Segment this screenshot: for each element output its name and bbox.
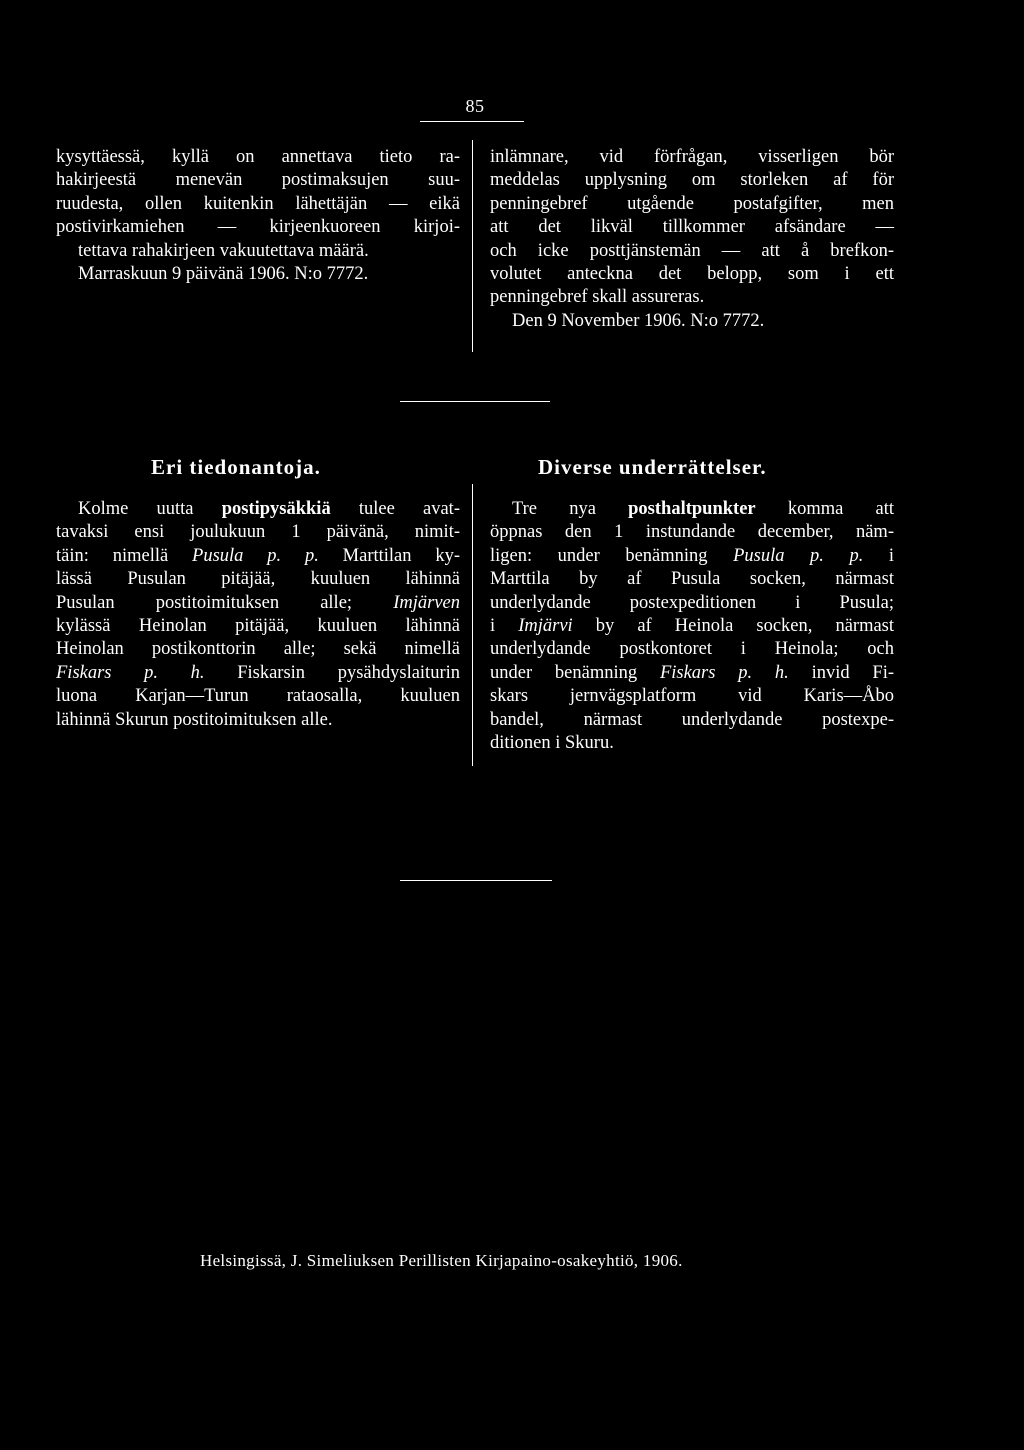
text-line: Tre nya posthaltpunkter komma att	[512, 499, 895, 519]
text-line: i Imjärvi by af Heinola socken, närmast	[490, 616, 895, 637]
italic-place-name: Imjärven	[393, 592, 460, 613]
italic-place-name: Fiskars p. h.	[659, 662, 789, 683]
page-number-rule	[420, 121, 524, 122]
text-line: Pusulan postitoimituksen alle; Imjärven	[56, 592, 460, 613]
end-of-page-rule	[400, 880, 552, 881]
text-line: tavaksi ensi joulukuun 1 päivänä, nimit-	[56, 522, 460, 543]
text-line: under benämning Fiskars p. h. invid Fi-	[490, 662, 895, 683]
notice-date: Den 9 November 1906. N:o 7772.	[512, 310, 765, 331]
text-line: lässä Pusulan pitäjää, kuuluen lähinnä	[56, 569, 460, 590]
text-line: underlydande postkontoret i Heinola; och	[490, 639, 894, 660]
text-line: och icke posttjänstemän — att å brefkon-	[490, 240, 894, 261]
section-heading-swedish: Diverse underrättelser.	[538, 455, 767, 479]
text-line: kysyttäessä, kyllä on annettava tieto ra-	[56, 147, 460, 167]
text-line: hakirjeestä menevän postimaksujen suu-	[56, 170, 460, 191]
italic-place-name: Pusula p. p.	[733, 545, 864, 566]
notice-date: Marraskuun 9 päivänä 1906. N:o 7772.	[78, 264, 369, 285]
text-line: postivirkamiehen — kirjeenkuoreen kirjoi-	[56, 217, 460, 238]
swedish-notice-continuation	[490, 146, 894, 333]
text-line: Heinolan postikonttorin alle; sekä nimellä	[56, 639, 460, 660]
text-line: tettava rahakirjeen vakuutettava määrä.	[78, 240, 369, 261]
text-line: Marttila by af Pusula socken, närmast	[490, 569, 894, 590]
text-line: ditionen i Skuru.	[490, 733, 614, 754]
finnish-notice-continuation	[56, 146, 460, 286]
text-line: kylässä Heinolan pitäjää, kuuluen lähinnä	[56, 616, 460, 637]
text-line: Kolme uutta postipysäkkiä tulee avat-	[78, 499, 460, 519]
text-line: att det likväl tillkommer afsändare —	[490, 217, 894, 238]
page-number: 85	[465, 96, 485, 116]
column-divider-bottom	[472, 484, 473, 766]
text-line: penningebref utgående postafgifter, men	[490, 193, 894, 214]
italic-place-name: Fiskars p. h.	[56, 662, 205, 683]
text-line: Fiskars p. h. Fiskarsin pysähdyslaiturin	[56, 662, 460, 683]
text-line: meddelas upplysning om storleken af för	[490, 170, 894, 191]
text-line: inlämnare, vid förfrågan, visserligen bör	[490, 147, 894, 167]
section-separator-rule	[400, 401, 550, 402]
bold-term: posthaltpunkter	[628, 499, 756, 519]
finnish-section-body	[56, 498, 460, 732]
column-divider-top	[472, 140, 473, 352]
text-line: luona Karjan—Turun rataosalla, kuuluen	[56, 686, 460, 707]
text-line: lähinnä Skurun postitoimituksen alle.	[56, 709, 333, 730]
swedish-section-body	[490, 498, 894, 755]
printer-imprint: Helsingissä, J. Simeliuksen Perillisten Kirjapaino-osakeyhtiö, 1906.	[200, 1251, 683, 1270]
section-heading-finnish: Eri tiedonantoja.	[151, 455, 321, 479]
italic-place-name: Pusula p. p.	[192, 545, 319, 566]
bold-term: postipysäkkiä	[221, 499, 331, 519]
text-line: penningebref skall assureras.	[490, 287, 705, 308]
text-line: skars jernvägsplatform vid Karis—Åbo	[490, 686, 894, 707]
text-line: ligen: under benämning Pusula p. p. i	[490, 545, 895, 566]
italic-place-name: Imjärvi	[518, 616, 573, 637]
text-line: ruudesta, ollen kuitenkin lähettäjän — eikä	[56, 193, 460, 214]
text-line: underlydande postexpeditionen i Pusula;	[490, 592, 894, 613]
text-line: bandel, närmast underlydande postexpe-	[490, 709, 894, 730]
text-line: öppnas den 1 instundande december, näm-	[490, 522, 894, 543]
text-line: volutet anteckna det belopp, som i ett	[490, 264, 894, 285]
text-line: täin: nimellä Pusula p. p. Marttilan ky-	[56, 545, 460, 566]
